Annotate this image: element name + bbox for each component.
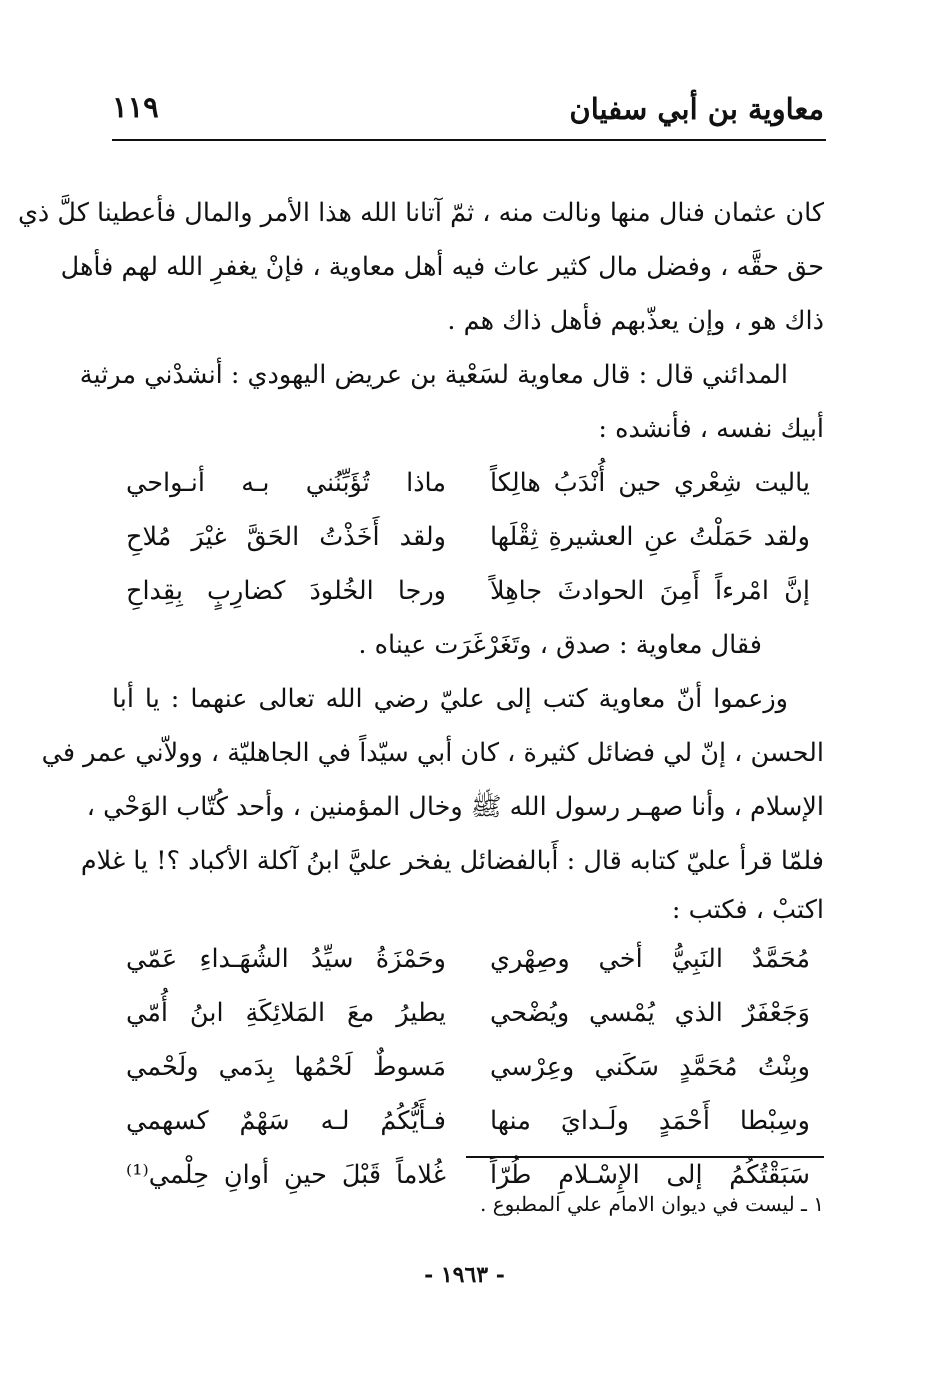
poem-1	[112, 456, 824, 618]
verse-line	[112, 564, 824, 618]
hemistich-first: مُحَمَّدٌ النَبِيُّ أخي وصِهْري	[490, 944, 810, 974]
verse-line	[112, 932, 824, 986]
verse-line	[112, 1094, 824, 1148]
verse-line	[112, 456, 824, 510]
hemistich-second: يطيرُ معَ المَلائِكَةِ ابنُ أُمّي	[126, 998, 446, 1028]
text-line: وزعموا أنّ معاوية كتب إلى عليّ رضي الله تعالى عنهما : يا أبا	[112, 684, 788, 714]
running-title: معاوية بن أبي سفيان	[569, 92, 824, 126]
hemistich-second: ورجا الخُلودَ كضارِبٍ بِقِداحِ	[126, 576, 446, 606]
paragraph-2	[79, 348, 824, 456]
text-line: الإسلام ، وأنا صهـر رسول الله ﷺ وخال المؤمنين ، وأحد كُتّاب الوَحْي ،	[86, 792, 824, 822]
hemistich-first: وبِنْتُ مُحَمَّدٍ سَكَني وعِرْسي	[490, 1052, 810, 1082]
hemistich-second: فـأَيُّكُمُ لـه سَهْمٌ كسهمي	[126, 1106, 446, 1136]
hemistich-second: غُلاماً قَبْلَ حينِ أوانِ حِلْمي⁽¹⁾	[126, 1160, 446, 1190]
hemistich-first: إنَّ امْرءاً أَمِنَ الحوادثَ جاهِلاً	[490, 576, 810, 606]
paragraph-4	[41, 672, 824, 932]
text-line: اكتبْ ، فكتب :	[671, 895, 824, 925]
hemistich-first: ولقد حَمَلْتُ عنِ العشيرةِ ثِقْلَها	[490, 522, 810, 552]
hemistich-first: وسِبْطا أَحْمَدٍ ولَـدايَ منها	[490, 1106, 810, 1136]
text-line: فقال معاوية : صدق ، وتَغَرْغَرَت عيناه .	[358, 630, 762, 660]
hemistich-second: وحَمْزَةُ سيِّدُ الشُهَـداءِ عَمّي	[126, 944, 446, 974]
text-line: حق حقَّه ، وفضل مال كثير عاث فيه أهل معاوية ، فإنْ يغفرِ الله لهم فأهل	[60, 252, 824, 282]
folio-number: - ١٩٦٣ -	[424, 1262, 505, 1288]
text-line: المدائني قال : قال معاوية لسَعْية بن عريض اليهودي : أنشدْني مرثية	[79, 360, 788, 390]
header-divider	[112, 139, 826, 141]
text-line: أبيك نفسه ، فأنشده :	[598, 414, 824, 444]
hemistich-first: وَجَعْفَرٌ الذي يُمْسي ويُضْحي	[490, 998, 810, 1028]
hemistich-first: سَبَقْتُكُمُ إلى الإِسْـلامِ طُرّاً	[490, 1160, 810, 1190]
text-line: كان عثمان فنال منها ونالت منه ، ثمّ آتانا الله هذا الأمر والمال فأعطينا كلَّ ذي	[17, 198, 824, 228]
paragraph-3	[112, 618, 824, 672]
verse-line	[112, 986, 824, 1040]
hemistich-second: ولقد أَخَذْتُ الحَقَّ غيْرَ مُلاحِ	[126, 522, 446, 552]
poem-2	[112, 932, 824, 1202]
hemistich-second: ماذا تُؤَبِّنُني بـه أنـواحي	[126, 468, 446, 498]
hemistich-second: مَسوطٌ لَحْمُها بِدَمي ولَحْمي	[126, 1052, 446, 1082]
verse-line	[112, 510, 824, 564]
text-line: فلمّا قرأ عليّ كتابه قال : أَبالفضائل يفخر عليَّ ابنُ آكلة الأكباد ؟! يا غلام	[80, 846, 824, 876]
hemistich-first: ياليت شِعْري حين أُنْدَبُ هالِكاً	[490, 468, 810, 498]
running-header	[112, 88, 824, 140]
footnote: ١ ـ ليست في ديوان الامام علي المطبوع .	[479, 1192, 824, 1216]
footnote-divider	[466, 1156, 824, 1158]
verse-line	[112, 1040, 824, 1094]
text-line: الحسن ، إنّ لي فضائل كثيرة ، كان أبي سيّداً في الجاهليّة ، وولاّني عمر في	[41, 738, 824, 768]
main-text	[17, 186, 824, 1202]
paragraph-1	[17, 186, 824, 348]
page-number: ١١٩	[112, 90, 159, 124]
text-line: ذاك هو ، وإن يعذّبهم فأهل ذاك هم .	[447, 306, 824, 336]
